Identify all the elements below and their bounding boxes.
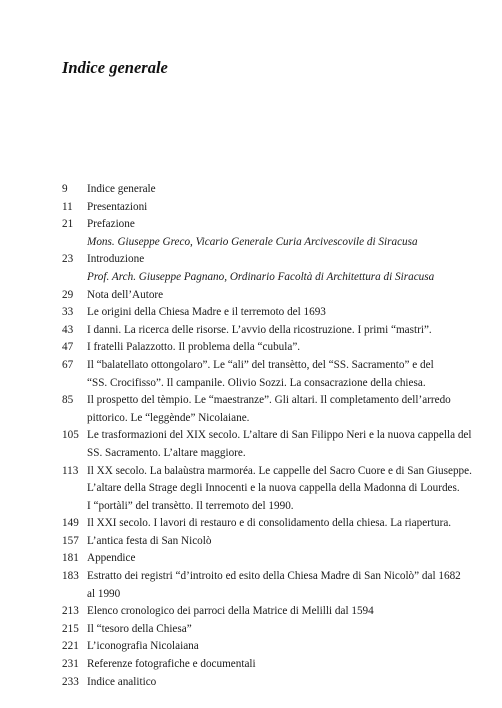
toc-entry bbox=[62, 322, 448, 340]
toc-entry bbox=[62, 568, 461, 603]
toc-entry-line: Appendice bbox=[87, 552, 136, 565]
toc-page-number: 29 bbox=[62, 288, 74, 301]
toc-entry-line: al 1990 bbox=[87, 587, 121, 600]
toc-entry-line: L’altare della Strage degli Innocenti e la nuova cappella della Madonna di Lourdes. bbox=[87, 482, 460, 495]
toc-entry bbox=[62, 603, 448, 621]
toc-entry bbox=[62, 533, 448, 551]
toc-entry-line: Il XX secolo. La balaùstra marmoréa. Le cappelle del Sacro Cuore e di San Giuseppe. bbox=[87, 464, 472, 477]
toc-page-number bbox=[62, 269, 87, 287]
toc-entry-text bbox=[87, 269, 448, 287]
toc-entry-text bbox=[87, 550, 448, 568]
toc-entry-line: I danni. La ricerca delle risorse. L’avvio della ricostruzione. I primi “mastri”. bbox=[87, 323, 432, 336]
toc-page-number: 231 bbox=[62, 658, 79, 671]
toc-entry-text bbox=[87, 234, 448, 252]
toc-page-number: 183 bbox=[62, 570, 79, 583]
toc-page-number: 23 bbox=[62, 253, 74, 266]
toc-entry-text bbox=[87, 515, 451, 533]
toc-entry-text bbox=[87, 251, 448, 269]
toc-entry bbox=[62, 427, 472, 462]
toc-page-number: 9 bbox=[62, 183, 68, 195]
toc-entry bbox=[62, 251, 448, 269]
toc-entry-text bbox=[87, 656, 448, 674]
toc-entry-line: Presentazioni bbox=[87, 200, 148, 213]
toc-entry bbox=[62, 463, 472, 516]
toc-entry-text bbox=[87, 287, 448, 305]
toc-entry-line: “SS. Crocifisso”. Il campanile. Olivio Sozzi. La consacrazione della chiesa. bbox=[87, 376, 426, 389]
toc-entry-line: pittorico. Le “leggènde” Nicolaiane. bbox=[87, 411, 250, 424]
toc-entry-line: Indice analitico bbox=[87, 675, 157, 688]
toc-entry bbox=[62, 304, 448, 322]
toc-entry bbox=[62, 199, 448, 217]
toc-entry bbox=[62, 621, 448, 639]
toc-entry-text bbox=[87, 463, 472, 516]
toc-entry bbox=[62, 515, 452, 533]
toc-entry bbox=[62, 638, 448, 656]
toc-entry-text bbox=[87, 674, 448, 692]
toc-page-number: 113 bbox=[62, 464, 79, 477]
toc-entry-text bbox=[87, 339, 448, 357]
page-title: Indice generale bbox=[62, 58, 168, 77]
toc-entry-line: Il XXI secolo. I lavori di restauro e di consolidamento della chiesa. La riapertura. bbox=[87, 517, 452, 530]
toc-entry-line: Il “tesoro della Chiesa” bbox=[87, 622, 192, 635]
toc-page-number: 221 bbox=[62, 640, 79, 653]
toc-entry bbox=[62, 656, 448, 674]
toc-entry-text bbox=[87, 199, 448, 217]
toc-entry-text bbox=[87, 533, 448, 551]
toc-entry-line: Indice generale bbox=[87, 183, 156, 195]
toc-page-number: 181 bbox=[62, 552, 79, 565]
toc-page-number: 47 bbox=[62, 341, 74, 354]
toc-entry bbox=[62, 216, 448, 234]
toc-entry-text bbox=[87, 322, 448, 340]
toc-entry-line: Le trasformazioni del XIX secolo. L’altare di San Filippo Neri e la nuova cappella del bbox=[87, 429, 472, 442]
toc-entry bbox=[62, 181, 448, 199]
toc-entry-line: Le origini della Chiesa Madre e il terremoto del 1693 bbox=[87, 306, 326, 319]
toc-page-number: 149 bbox=[62, 517, 79, 530]
toc-page-number: 33 bbox=[62, 306, 74, 319]
toc-page-number: 85 bbox=[62, 394, 74, 407]
toc-entry bbox=[62, 287, 448, 305]
toc-entry-line: Mons. Giuseppe Greco, Vicario Generale Curia Arcivescovile di Siracusa bbox=[87, 235, 418, 248]
toc-entry-line: Referenze fotografiche e documentali bbox=[87, 658, 256, 671]
toc-page-number: 43 bbox=[62, 323, 74, 336]
toc-page-number: 21 bbox=[62, 218, 74, 231]
toc-page-number: 105 bbox=[62, 429, 79, 442]
toc-entry bbox=[62, 674, 448, 692]
toc-page-number: 67 bbox=[62, 358, 74, 371]
toc-entry bbox=[62, 550, 448, 568]
toc-entry-line: I fratelli Palazzotto. Il problema della “cubula”. bbox=[87, 341, 301, 354]
toc-page-number: 215 bbox=[62, 622, 79, 635]
table-of-contents bbox=[62, 181, 472, 691]
toc-page-number: 157 bbox=[62, 534, 79, 547]
toc-entry-line: SS. Sacramento. L’altare maggiore. bbox=[87, 446, 246, 459]
toc-entry-line: Il “balatellato ottongolaro”. Le “ali” del transètto, del “SS. Sacramento” e del bbox=[87, 358, 434, 371]
toc-entry-text bbox=[87, 392, 451, 427]
toc-entry-text bbox=[87, 621, 448, 639]
toc-entry-line: Prefazione bbox=[87, 218, 135, 231]
toc-entry-line: Il prospetto del tèmpio. Le “maestranze”. Gli altari. Il completamento dell’arredo bbox=[87, 394, 451, 407]
toc-page-number bbox=[62, 234, 87, 252]
toc-entry-text bbox=[87, 568, 461, 603]
toc-entry-line: L’antica festa di San Nicolò bbox=[87, 534, 212, 547]
toc-entry-text bbox=[87, 357, 448, 392]
toc-page-number: 11 bbox=[62, 200, 73, 213]
toc-author-line bbox=[62, 234, 448, 252]
toc-entry-text bbox=[87, 216, 448, 234]
toc-entry bbox=[62, 357, 448, 392]
toc-entry-line: Elenco cronologico dei parroci della Matrice di Melilli dal 1594 bbox=[87, 605, 374, 618]
toc-entry-line: Introduzione bbox=[87, 253, 145, 266]
toc-entry-text bbox=[87, 603, 448, 621]
toc-entry bbox=[62, 339, 448, 357]
toc-entry-line: Estratto dei registri “d’introito ed esito della Chiesa Madre di San Nicolò” dal 1682 bbox=[87, 570, 461, 583]
toc-author-line bbox=[62, 269, 448, 287]
toc-entry-line: L’iconografia Nicolaiana bbox=[87, 640, 199, 653]
toc-page-number: 213 bbox=[62, 605, 79, 618]
toc-entry-text bbox=[87, 181, 448, 199]
toc-entry-line: I “portàli” del transètto. Il terremoto del 1990. bbox=[87, 499, 294, 512]
toc-entry-text bbox=[87, 304, 448, 322]
toc-entry-text bbox=[87, 638, 448, 656]
toc-page-number: 233 bbox=[62, 675, 79, 688]
toc-entry-line: Prof. Arch. Giuseppe Pagnano, Ordinario Facoltà di Architettura di Siracusa bbox=[87, 270, 435, 283]
toc-entry bbox=[62, 392, 451, 427]
toc-entry-text bbox=[87, 427, 472, 462]
toc-entry-line: Nota dell’Autore bbox=[87, 288, 164, 301]
